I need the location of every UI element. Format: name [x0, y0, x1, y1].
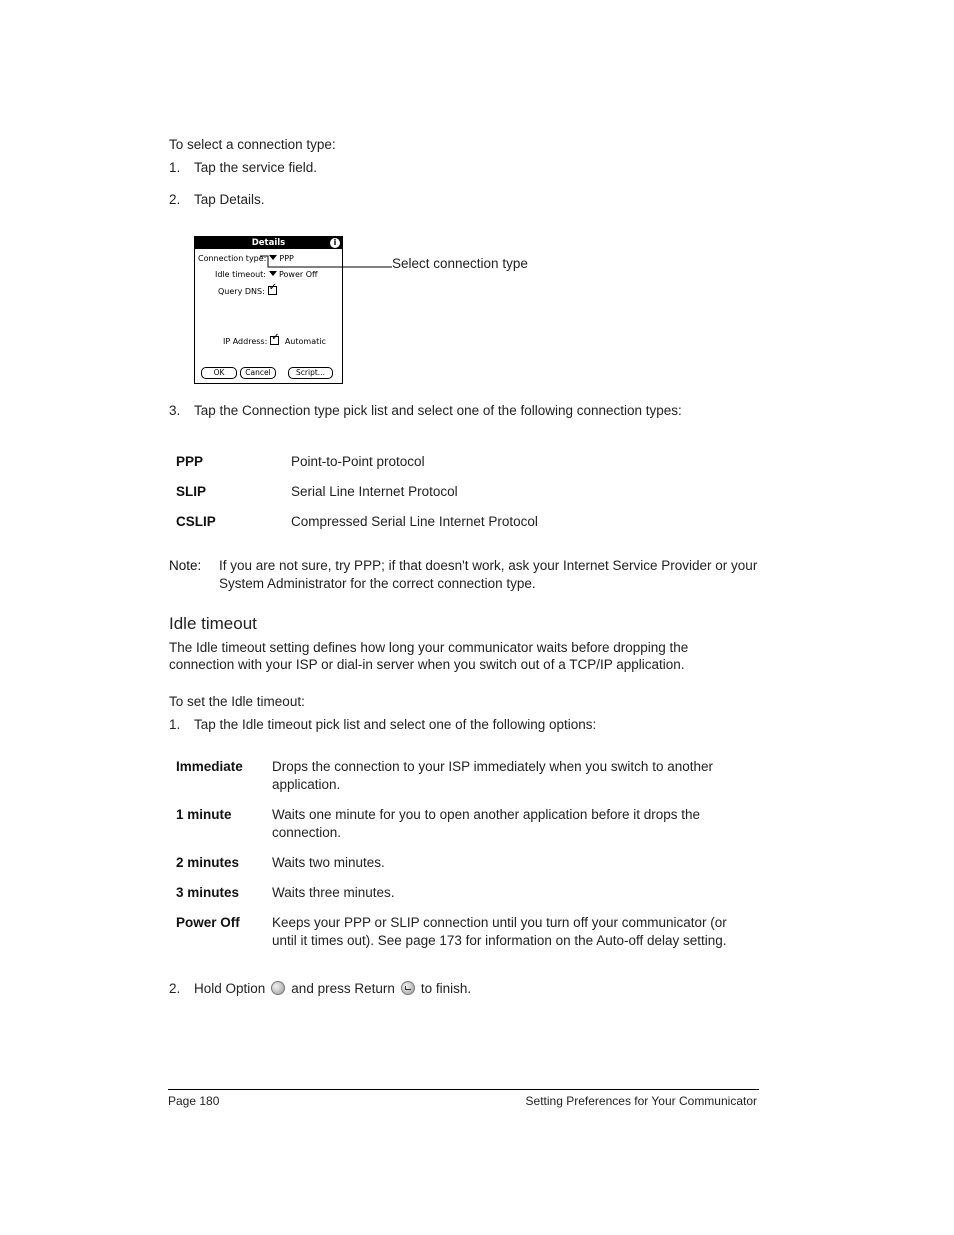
option-desc: Drops the connection to your ISP immediately when you switch to another: [272, 759, 713, 774]
return-key-icon: [401, 981, 415, 995]
cancel-button: Cancel: [240, 367, 276, 379]
callout-label: Select connection type: [392, 256, 528, 271]
idle-timeout-value: Power Off: [279, 270, 318, 279]
query-dns-row: [218, 286, 277, 296]
note-line: System Administrator for the correct connection type.: [219, 576, 536, 591]
step-text: Tap Details.: [194, 192, 265, 207]
term-ppp: PPP: [176, 454, 204, 469]
option-desc: Waits two minutes.: [272, 855, 385, 870]
step-number: 3.: [169, 403, 181, 418]
footer-page-number: Page 180: [168, 1094, 220, 1108]
checkbox-checked-icon: [270, 336, 279, 345]
ip-address-row: [223, 336, 326, 346]
option-term: 2 minutes: [176, 855, 240, 870]
option-term: 1 minute: [176, 807, 232, 822]
step-text-part: Hold Option: [194, 981, 266, 996]
connection-type-value: PPP: [279, 254, 294, 263]
section-heading-connection-type: To select a connection type:: [169, 137, 336, 152]
option-desc: until it times out). See page 173 for information on the Auto-off delay setting.: [272, 933, 727, 948]
step-text: Tap the Idle timeout pick list and select one of the following options:: [194, 717, 597, 732]
option-desc: Waits three minutes.: [272, 885, 395, 900]
idle-para-line: The Idle timeout setting defines how long your communicator waits before dropping the: [169, 640, 689, 655]
step-text-part: and press Return: [291, 981, 395, 996]
option-key-icon: [271, 981, 285, 995]
option-term: 3 minutes: [176, 885, 240, 900]
step-text: Tap the service field.: [194, 160, 318, 175]
ok-button: OK: [201, 367, 237, 379]
term-cslip: CSLIP: [176, 514, 216, 529]
callout-line: [260, 255, 400, 275]
term-slip: SLIP: [176, 484, 207, 499]
dialog-title: Details: [195, 237, 342, 249]
connection-type-label: Connection type:: [198, 254, 267, 263]
idle-timeout-label: Idle timeout:: [215, 270, 266, 279]
step-text: Tap the Connection type pick list and select one of the following connection types:: [194, 403, 682, 418]
option-desc: application.: [272, 777, 341, 792]
idle-para-line: connection with your ISP or dial-in server when you switch out of a TCP/IP application.: [169, 657, 685, 672]
option-term: Immediate: [176, 759, 243, 774]
option-desc: connection.: [272, 825, 342, 840]
footer-rule: [168, 1089, 759, 1090]
step-number: 1.: [169, 717, 181, 732]
idle-timeout-heading: Idle timeout: [169, 614, 257, 633]
note-label: Note:: [169, 558, 202, 573]
step-text-part: to finish.: [420, 981, 472, 996]
note-line: If you are not sure, try PPP; if that doesn't work, ask your Internet Service Provider or your: [219, 558, 758, 573]
desc-slip: Serial Line Internet Protocol: [291, 484, 458, 499]
script-button: Script...: [288, 367, 333, 379]
ip-address-label: IP Address:: [223, 337, 268, 346]
option-desc: Waits one minute for you to open another application before it drops the: [272, 807, 701, 822]
idle-subheading: To set the Idle timeout:: [169, 694, 305, 709]
step-text-hold-option: [194, 981, 471, 996]
option-desc: Keeps your PPP or SLIP connection until you turn off your communicator (or: [272, 915, 727, 930]
step-number: 2.: [169, 981, 181, 996]
step-number: 2.: [169, 192, 181, 207]
info-icon: i: [330, 238, 340, 248]
step-number: 1.: [169, 160, 181, 175]
desc-cslip: Compressed Serial Line Internet Protocol: [291, 514, 538, 529]
query-dns-label: Query DNS:: [218, 287, 265, 296]
footer-chapter-title: Setting Preferences for Your Communicator: [525, 1094, 757, 1108]
option-term: Power Off: [176, 915, 240, 930]
checkbox-checked-icon: [268, 286, 277, 295]
ip-address-value: Automatic: [284, 337, 326, 346]
desc-ppp: Point-to-Point protocol: [291, 454, 425, 469]
